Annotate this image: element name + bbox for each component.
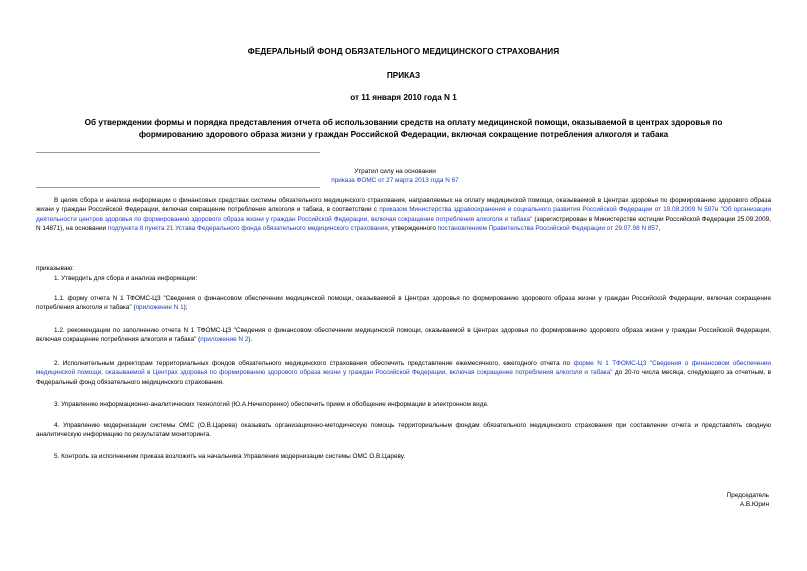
item-5: 5. Контроль за исполнением приказа возложить на начальника Управления модернизации системы ОМС О.В.Цареву. [54,453,406,460]
top-divider [36,152,320,153]
doc-type: ПРИКАЗ [386,71,421,80]
appendix-2-link[interactable]: приложение N 2 [200,336,249,344]
signatory-name: А.В.Юрин [739,501,769,509]
preamble-text-2: (зарегистрирован в Министерстве юстиции Российской Федерации 25.09.2009, N 14871), на основании [36,215,771,232]
item-1: 1. Утвердить для сбора и анализа информации: [54,275,198,282]
doc-title-text: Об утверждении формы и порядка представления отчета об использовании средств на оплату медицинской помощи, оказываемой в центрах здоровья по формированию здорового образа жизни у граждан Российской Федерации, включая сокращение потребления алкоголя и табака [84,118,723,139]
item-1-1-end: ); [183,304,188,312]
preamble-paragraph [36,196,771,233]
ministry-order-link[interactable]: приказом Министерства здравоохранения и социального развития Российской Федерации от 19.08.2009 N 597н "Об организации деятельности центров здоровья по формированию здорового образа жизни у граждан Российской Федерации, включая сокращение потребления алкоголя и табака" [36,206,771,223]
charter-link[interactable]: подпункта 8 пункта 21 Устава Федерального фонда обязательного медицинского страхования [107,224,388,232]
signatory-role: Председатель [726,492,769,499]
preamble-text-3: , утвержденного [387,224,438,232]
preamble-text-1: В целях сбора и анализа информации о финансовых средствах системы обязательного медицинского страхования, направляемых на оплату медицинской помощи, оказываемой в Центрах здоровья по формированию здорового образа жизни у граждан Российской Федерации, включая сокращение потребления алкоголя и табака, в соответствии с [36,197,771,214]
item-4: 4. Управлению модернизации системы ОМС (О.В.Царева) оказывать организационно-методическую помощь территориальным фондам обязательного медицинского страхования при составлении отчета и представлять сводную аналитическую информацию по результатам мониторинга. [36,422,771,439]
item-2 [36,359,771,387]
org-name: ФЕДЕРАЛЬНЫЙ ФОНД ОБЯЗАТЕЛЬНОГО МЕДИЦИНСКОГО СТРАХОВАНИЯ [247,47,560,56]
item-1-2-text: 1.2. рекомендации по заполнению отчета N 1 ТФОМС-ЦЗ "Сведения о финансовом обеспечении медицинской помощи, оказываемой в Центрах здоровья по формированию здорового образа жизни у граждан Российской Федерации, включая сокращение потребления алкоголя и табака" ( [36,327,771,344]
item-1-1-text: 1.1. форму отчета N 1 ТФОМС-ЦЗ "Сведения о финансовом обеспечении медицинской помощи, оказываемой в Центрах здоровья по формированию здорового образа жизни у граждан Российской Федерации, включая сокращение потребления алкоголя и табака" ( [36,295,771,312]
signature-block [660,491,769,510]
doc-date-number: от 11 января 2010 года N 1 [350,93,457,102]
item-3: 3. Управлению информационно-аналитических технологий (Ю.А.Нечепоренко) обеспечить прием и обобщение информации в электронном виде. [54,401,489,408]
order-word: приказываю: [36,265,74,272]
item-1-2 [36,326,771,345]
bottom-divider [36,187,320,188]
item-1-1 [36,294,771,313]
item-2-end: до 20-го числа месяца, следующего за отчетным, в Федеральный фонд обязательного медицинского страхования. [36,369,771,386]
doc-title [0,117,807,141]
repeal-link[interactable]: приказа ФОМС от 27 марта 2013 года N 67 [331,177,459,184]
status-note [320,167,470,185]
item-2-text: 2. Исполнительным директорам территориальных фондов обязательного медицинского страхования обеспечить представление ежемесячного, ежегодного отчета по [54,360,574,367]
item-1-2-end: ). [248,336,253,344]
status-line: Утратил силу на основании [354,168,436,175]
preamble-text-4: , [658,224,661,232]
form-link[interactable]: форме N 1 ТФОМС-ЦЗ "Сведения о финансовом обеспечении медицинской помощи, оказываемой в Центрах здоровья по формированию здорового образа жизни у граждан Российской Федерации, включая сокращение потребления алкоголя и табака" [36,360,771,377]
appendix-1-link[interactable]: приложение N 1 [135,304,184,312]
government-resolution-link[interactable]: постановлением Правительства Российской Федерации от 29.07.98 N 857 [437,224,659,232]
